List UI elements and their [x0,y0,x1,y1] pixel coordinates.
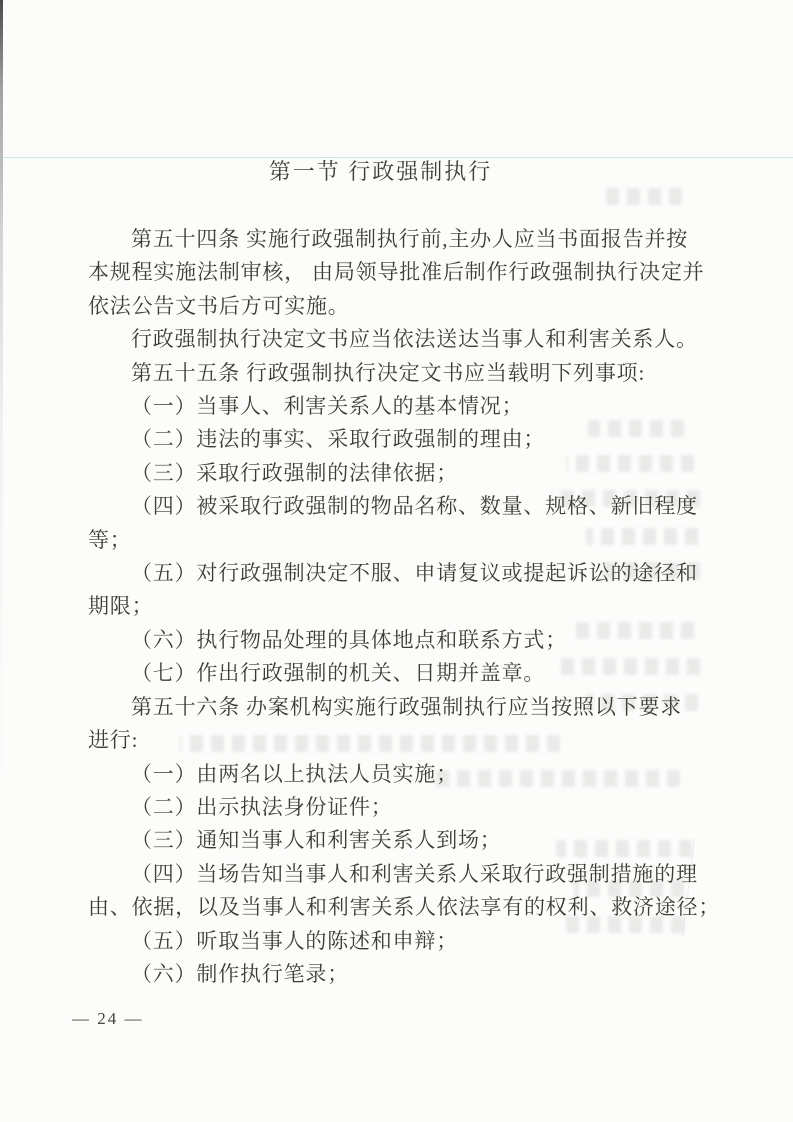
text-line: （三）通知当事人和利害关系人到场； [131,828,502,853]
text-line: （一）当事人、利害关系人的基本情况； [131,394,524,419]
text-line: （二）出示执法身份证件； [131,794,393,819]
text-line: 本规程实施法制审核， 由局领导批准后制作行政强制执行决定并 [88,260,705,285]
bleed-through-artifact [598,188,682,205]
text-line: （四）当场告知当事人和利害关系人采取行政强制措施的理 [131,861,698,886]
text-line: （三）采取行政强制的法律依据； [131,460,458,485]
section-title: 第一节 行政强制执行 [268,159,493,184]
text-line: （二）违法的事实、采取行政强制的理由； [131,427,546,452]
text-line: 第五十四条 实施行政强制执行前,主办人应当书面报告并按 [131,227,689,251]
text-line: 等； [88,527,132,552]
text-line: （六）制作执行笔录； [131,961,349,986]
text-line: （四）被采取行政强制的物品名称、数量、规格、新旧程度 [131,494,698,519]
text-line: 由、依据，以及当事人和利害关系人依法享有的权利、救济途径； [88,895,721,920]
text-line: 期限； [88,594,154,619]
text-line: （五）听取当事人的陈述和申辩； [131,928,458,953]
text-line: 行政强制执行决定文书应当依法送达当事人和利害关系人。 [131,327,698,352]
text-line: 依法公告文书后方可实施。 [88,293,350,318]
document-lines [88,223,721,991]
text-line: 第五十六条 办案机构实施行政强制执行应当按照以下要求 [131,694,683,719]
text-line: （六）执行物品处理的具体地点和联系方式； [131,627,567,652]
text-line: （一）由两名以上执法人员实施； [131,761,458,786]
page-number: — 24 — [72,1009,144,1028]
text-line: 第五十五条 行政强制执行决定文书应当载明下列事项: [131,360,646,385]
scan-edge-artifact [0,0,3,1122]
text-line: （七）作出行政强制的机关、日期并盖章。 [131,661,546,686]
text-line: （五）对行政强制决定不服、申请复议或提起诉讼的途径和 [131,561,698,586]
text-line: 进行: [88,728,139,753]
